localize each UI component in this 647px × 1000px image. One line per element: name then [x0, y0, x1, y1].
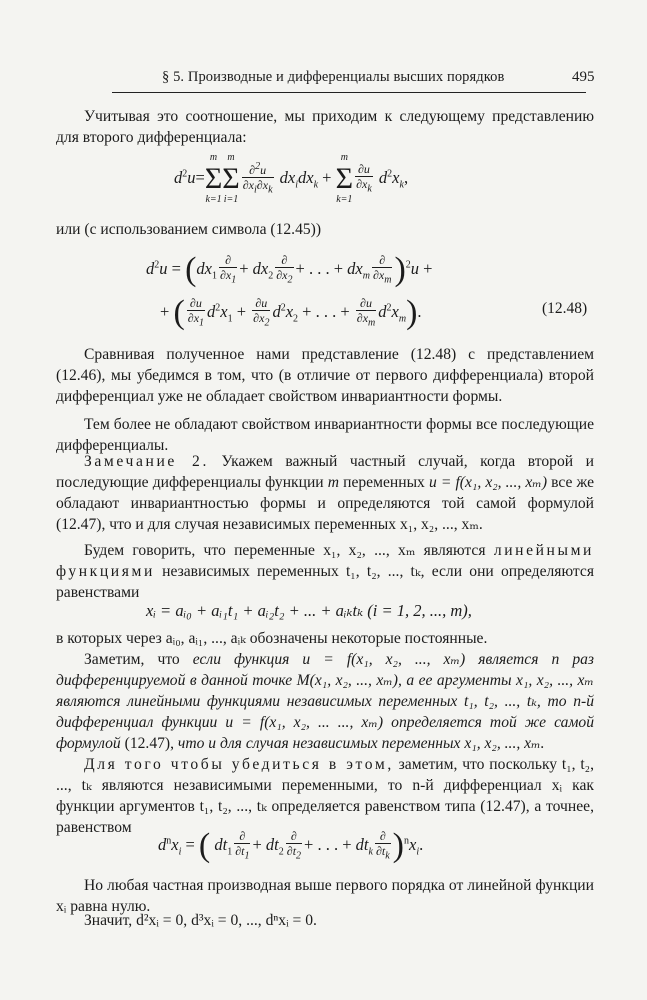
- remark-2-lead: Замечание 2.: [84, 453, 209, 470]
- statement-text-b: (12.47),: [120, 735, 178, 752]
- equation-12-48-line-1: $d^2u = (dx_1$ ∂ $\partial x_1$ + $dx_2$ ∂ $\partial x_2$ + . . . + $dx_m$ ∂ $\partial x_m$ )$^2$u +: [146, 251, 433, 289]
- equation-12-48-line-2: + ( $\frac{\partial u}{\partial x_1}$ $d^2x_1$ + $\frac{\partial u}{\partial x_2}$ $d^2x_2$ + . . . + $\frac{\partial u}{\partial x_m}$ $d^2x_m$).: [160, 294, 422, 332]
- paragraph-2-text: или (с использованием символа (12.45)): [56, 221, 322, 238]
- proof-text: заметим, что поскольку t₁, t₂, ..., tₖ являются независимыми переменными, то n-й дифференциал xᵢ как функции аргументов t₁, t₂, ..., tₖ определяется равенством типа (12.47), а точнее, равенством: [56, 756, 595, 836]
- remark-2-text-a: Укажем важный частный случай, когда второй и последующие дифференциалы функции: [56, 453, 594, 491]
- remark-2-m: m: [327, 474, 340, 491]
- page-number: 495: [572, 69, 595, 85]
- paragraph-zero-derivatives: Но любая частная производная выше первого порядка от линейной функции xᵢ равна нулю.: [56, 877, 594, 915]
- linear-spaced-term: линейными функциями: [56, 542, 594, 580]
- paragraph-4: Тем более не обладают свойством инвариантности формы все последующие дифференциалы.: [56, 416, 594, 454]
- proof-spaced-lead: Для того чтобы убедиться в этом,: [84, 756, 394, 773]
- remark-2-function: u = f(x₁, x₂, ..., xₘ): [428, 474, 548, 491]
- paragraph-proof: [56, 754, 594, 838]
- paragraph-statement: [56, 649, 594, 754]
- statement-italic-2: что и для случая независимых переменных x₁, x₂, ..., xₘ.: [177, 735, 545, 752]
- paragraph-2: [56, 219, 594, 240]
- paragraph-linear-functions: [56, 540, 594, 603]
- header-rule: [112, 92, 586, 93]
- statement-italic-1: если функция u = f(x₁, x₂, ..., xₘ) является n раз дифференцируемой в данной точке M(x₁, x₂, ..., xₘ), а ее аргументы x₁, x₂, ..., xₘ являются линейными функциями независимых переменных t₁, t₂, ..., tₖ, то n-й дифференциал функции u = f(x₁, x₂, ... ..., xₘ) определяется той же самой формулой: [56, 651, 594, 752]
- running-title: § 5. Производные и дифференциалы высших порядков: [162, 69, 505, 85]
- remark-2-text-b: переменных: [339, 474, 429, 491]
- equation-number-12-48: (12.48): [542, 300, 588, 317]
- equation-nth-differential: $d^nx_i$ = ( $dt_1$ ∂ $\partial t_1$ + $dt_2$ ∂ $\partial t_2$ + . . . + $dt_k$ ∂ $\partial t_k$ )$^nx_i$.: [158, 827, 424, 865]
- paragraph-constants: в которых через aᵢ₀, aᵢ₁, ..., aᵢₖ обозначены некоторые постоянные.: [56, 630, 488, 647]
- paragraph-conclusion: Значит, d²xᵢ = 0, d³xᵢ = 0, ..., dⁿxᵢ = 0.: [84, 912, 317, 929]
- linear-text-a: Будем говорить, что переменные x₁, x₂, ..., xₘ являются: [84, 542, 494, 559]
- equation-linear-definition: xᵢ = aᵢ₀ + aᵢ₁t₁ + aᵢ₂t₂ + ... + aᵢₖtₖ (i = 1, 2, ..., m),: [146, 601, 472, 620]
- paragraph-remark-2: [56, 451, 594, 535]
- statement-text-a: Заметим, что: [84, 651, 193, 668]
- equation-second-differential: $d^2u=$ m Σ k=1 m Σ i=1 $\frac{\partial^2u}{\partial x_i\partial x_k}$ $dx_idx_k$ + m Σ k=1 $\frac{\partial u}{\partial x_k}$ $d^2x_k$,: [174, 152, 409, 205]
- paragraph-1: Учитывая это соотношение, мы приходим к следующему представлению для второго дифференциала:: [56, 108, 594, 146]
- paragraph-3: Сравнивая полученное нами представление (12.48) с представлением (12.46), мы убедимся в том, что (в отличие от первого дифференциала) второй дифференциал уже не обладает свойством инвариантности формы.: [56, 346, 594, 405]
- linear-text-b: независимых переменных t₁, t₂, ..., tₖ, если они определяются равенствами: [56, 563, 594, 601]
- remark-2-text-c: все же обладают инвариантностью формы и определяются той самой формулой (12.47), что и для случая независимых переменных x₁, x₂, ..., xₘ.: [56, 474, 595, 533]
